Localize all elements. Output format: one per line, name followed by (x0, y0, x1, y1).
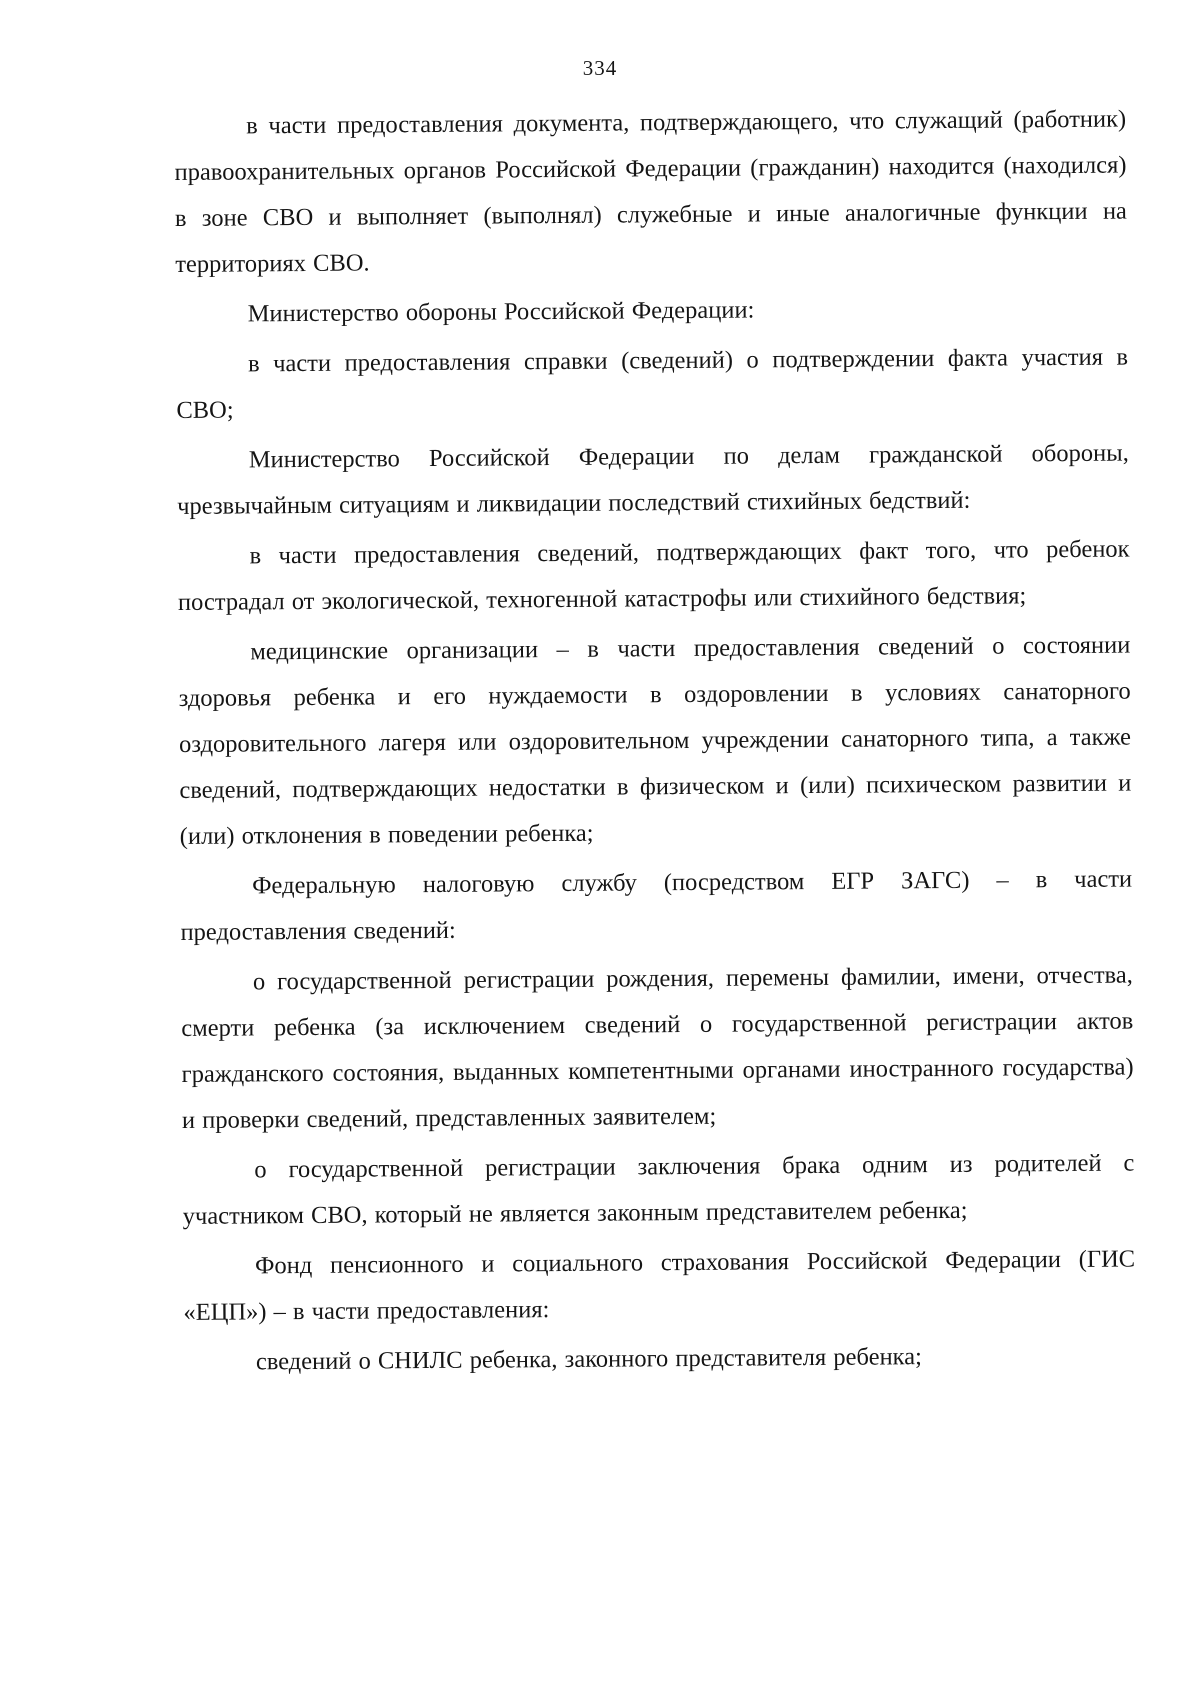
paragraph: сведений о СНИЛС ребенка, законного представителя ребенка; (255, 1343, 922, 1376)
paragraph: в части предоставления документа, подтверждающего, что служащий (работник) правоохранительных органов Российской Федерации (гражданин) находится (находился) в зоне СВО и выполняет (выполнял) служебные и иные аналогичные функции на территориях СВО. (174, 105, 1127, 278)
paragraph: о государственной регистрации рождения, перемены фамилии, имени, отчества, смерти ребенка (за исключением сведений о государственной регистрации актов гражданского состояния, выданных компетентными органами иностранного государства) и проверки сведений, представленных заявителем; (181, 961, 1134, 1134)
page-number: 334 (582, 56, 618, 80)
paragraph: в части предоставления сведений, подтверждающих факт того, что ребенок пострадал от экологической, техногенной катастрофы или стихийного бедствия; (177, 535, 1130, 616)
paragraph: Федеральную налоговую службу (посредством ЕГР ЗАГС) – в части предоставления сведений: (180, 865, 1133, 946)
paragraph: о государственной регистрации заключения брака одним из родителей с участником СВО, который не является законным представителем ребенка; (182, 1149, 1135, 1230)
paragraph: медицинские организации – в части предоставления сведений о состоянии здоровья ребенка и его нуждаемости в оздоровлении в условиях санаторного оздоровительного лагеря или оздоровительном учреждении санаторного типа, а также сведений, подтверждающих недостатки в физическом и (или) психическом развитии и (или) отклонения в поведении ребенка; (178, 631, 1132, 850)
paragraph: в части предоставления справки (сведений) о подтверждении факта участия в СВО; (176, 343, 1129, 424)
paragraph: Министерство Российской Федерации по делам гражданской обороны, чрезвычайным ситуациям и ликвидации последствий стихийных бедствий: (177, 439, 1129, 520)
paragraph: Министерство обороны Российской Федерации: (247, 296, 755, 328)
document-body (174, 97, 1136, 1390)
paragraph: Фонд пенсионного и социального страхования Российской Федерации (ГИС «ЕЦП») – в части предоставления: (183, 1245, 1136, 1326)
